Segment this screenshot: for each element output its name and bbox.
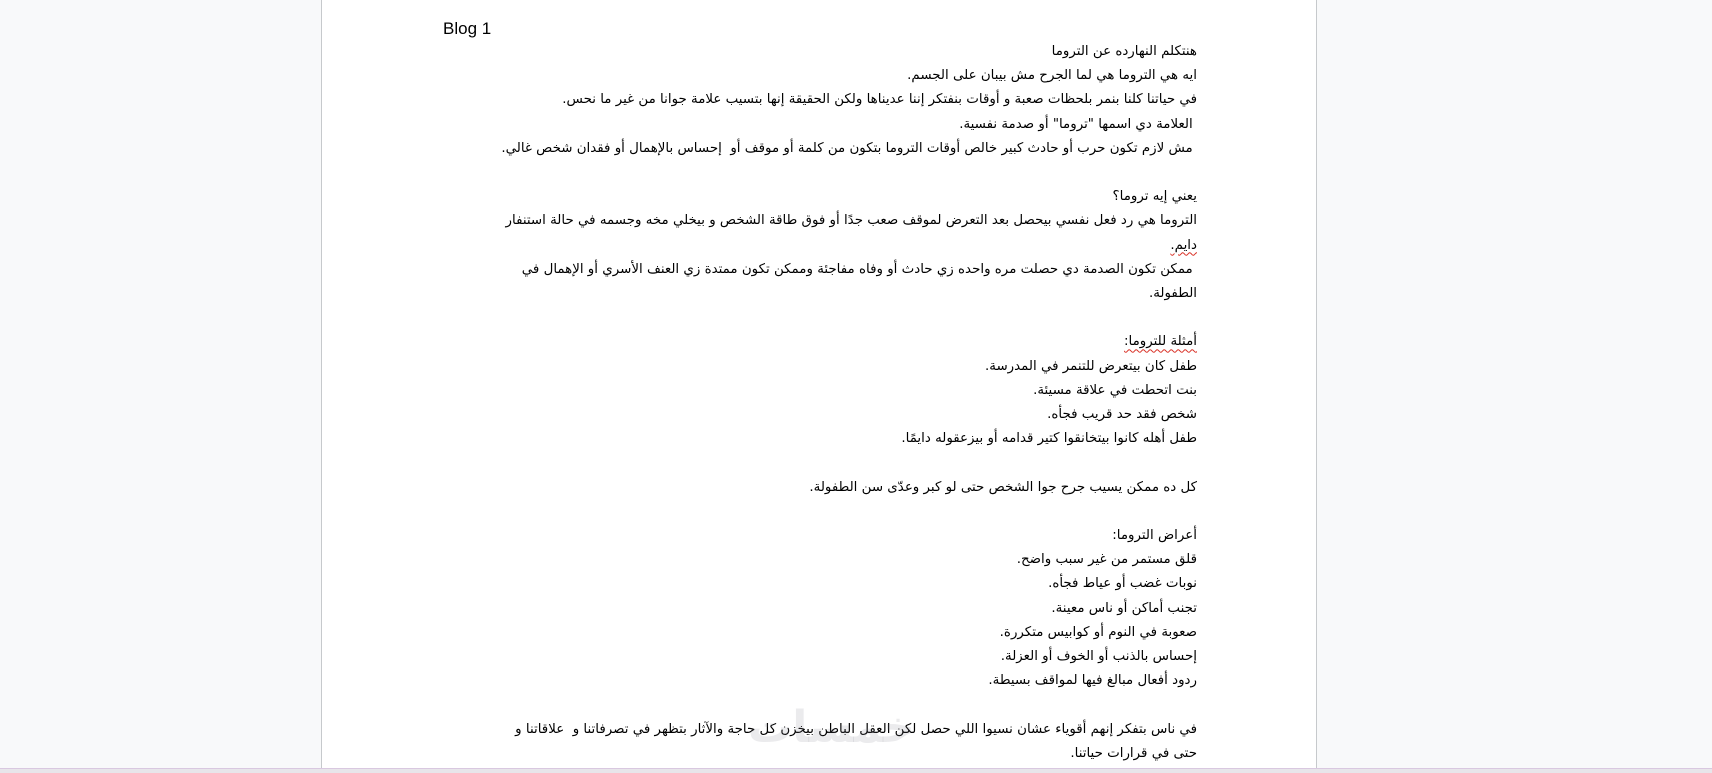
symptom-item-3[interactable]: تجنب أماكن أو ناس معينة. bbox=[1051, 600, 1197, 616]
paragraph-3[interactable]: في حياتنا كلنا بنمر بلحظات صعبة و أوقات بنفتكر إننا عديناها ولكن الحقيقة إنها بتسيب علامة جوانا من غير ما نحس. bbox=[562, 92, 1197, 108]
blank-line[interactable] bbox=[453, 161, 1197, 185]
blank-line[interactable] bbox=[453, 451, 1197, 475]
spellcheck-flagged-word[interactable]: دايم. bbox=[1170, 237, 1197, 253]
document-body[interactable] bbox=[453, 40, 1197, 766]
example-item-4[interactable]: طفل أهله كانوا بيتخانقوا كتير قدامه أو بيزعقوله دايمًا. bbox=[901, 431, 1197, 447]
paragraph-1[interactable]: هنتكلم النهارده عن التروما bbox=[1051, 44, 1197, 59]
heading-what-is-trauma[interactable]: يعني إيه تروما؟ bbox=[1112, 189, 1197, 205]
blank-line[interactable] bbox=[453, 500, 1197, 524]
heading-examples[interactable] bbox=[453, 330, 1197, 354]
example-item-2[interactable]: بنت اتحطت في علاقة مسيئة. bbox=[1033, 382, 1197, 398]
paragraph-types-end[interactable]: الطفولة. bbox=[1149, 286, 1197, 302]
paragraph-5[interactable]: مش لازم تكون حرب أو حادث كبير خالص أوقات التروما بتكون من كلمة أو موقف أو إحساس بالإهمال أو فقدان شخص غالي. bbox=[501, 140, 1197, 156]
example-item-1[interactable]: طفل كان بيتعرض للتنمر في المدرسة. bbox=[985, 358, 1197, 374]
paragraph-types[interactable]: ممكن تكون الصدمة دي حصلت مره واحده زي حادث أو وفاه مفاجئة وممكن تكون ممتدة زي العنف الأسري أو الإهمال في bbox=[521, 261, 1197, 277]
bottom-edge-bar bbox=[0, 768, 1712, 773]
paragraph-closing[interactable]: في ناس بتفكر إنهم أقوياء عشان نسيوا اللي حصل لكن العقل الباطن بيخزن كل حاجة والآثار بتظهر في تصرفاتنا و علاقاتنا و bbox=[515, 721, 1197, 737]
heading-symptoms[interactable]: أعراض التروما: bbox=[1112, 528, 1197, 543]
document-title[interactable]: Blog 1 bbox=[443, 19, 492, 38]
symptom-item-6[interactable]: ردود أفعال مبالغ فيها لمواقف بسيطة. bbox=[988, 673, 1197, 689]
paragraph-summary[interactable]: كل ده ممكن يسيب جرح جوا الشخص حتى لو كبر وعدّى سن الطفولة. bbox=[809, 479, 1197, 495]
symptom-item-1[interactable]: قلق مستمر من غير سبب واضح. bbox=[1016, 552, 1197, 568]
symptom-item-5[interactable]: إحساس بالذنب أو الخوف أو العزلة. bbox=[1000, 649, 1197, 665]
paragraph-definition[interactable]: التروما هي رد فعل نفسي بيحصل بعد التعرض لموقف صعب جدًا أو فوق طاقة الشخص و بيخلي مخه وجسمه في حالة استنفار bbox=[505, 213, 1197, 229]
symptom-item-2[interactable]: نوبات غضب أو عياط فجأه. bbox=[1048, 576, 1197, 592]
paragraph-2[interactable]: ايه هي التروما هي لما الجرح مش بيبان على الجسم. bbox=[907, 68, 1197, 84]
paragraph-definition-end[interactable] bbox=[453, 234, 1197, 258]
symptom-item-4[interactable]: صعوبة في النوم أو كوابيس متكررة. bbox=[999, 624, 1197, 640]
document-page[interactable] bbox=[321, 0, 1317, 768]
paragraph-4[interactable]: العلامة دي اسمها "تروما" أو صدمة نفسية. bbox=[959, 116, 1197, 132]
blank-line[interactable] bbox=[453, 306, 1197, 330]
site-watermark: خمسات bbox=[748, 702, 915, 753]
example-item-3[interactable]: شخص فقد حد قريب فجأه. bbox=[1047, 407, 1197, 423]
paragraph-closing-end[interactable]: حتى في قرارات حياتنا. bbox=[1070, 745, 1197, 761]
spellcheck-flagged-heading[interactable]: أمثلة للتروما: bbox=[1124, 334, 1197, 350]
